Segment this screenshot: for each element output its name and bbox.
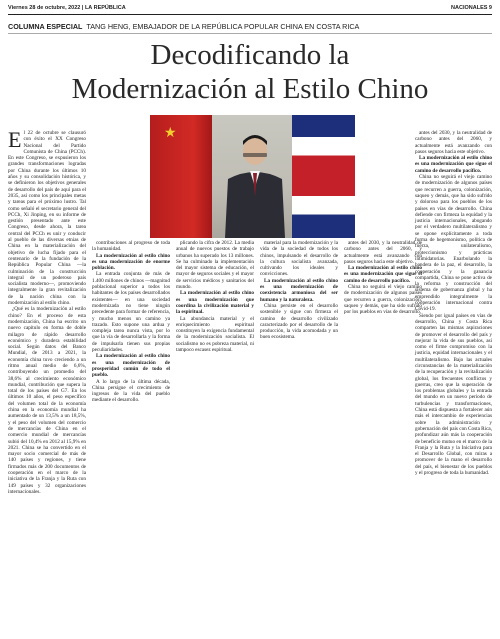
section-label: NACIONALES 9 xyxy=(451,5,492,11)
article-column-2: contribuciones al progreso de toda la humanidad. La modernización al estilo chino es una modernización de enorme población. La entrada conjunta de más de 1.400 millones de chinos —magnitud poblacional superior a todos los habitantes de los países desarrollados existentes— en una sociedad modernizada no tiene ningún precedente para formar de referencia, y mucho menos un camino ya trazado. Esto supone una ardua y compleja tarea nunca vista, por lo que la vía de desarrollarla y la forma de impulsarla tienen sus propias peculiaridades. La modernización al estilo chino es una modernización de prosperidad común de todo el pueblo. A lo largo de la última década, China persigue el crecimiento de ingresos de la vida del pueblo mediante el desarrollo. xyxy=(92,240,170,404)
article-column-1: El 22 de octubre se clausuró con éxito el XX Congreso Nacional del Partido Comunista de China (PCCh). En este Congreso, se expusieron los grandes transformaciones logradas por China durante los últimos 10 años y su consolidación histórica, y se definieron los objetivos generales de desarrollo del país de aquí para el 2035, así como los principales metas y tareas para el próximo lustro. Tal como señaló el secretario general del PCCh, Xi Jinping, en su informe de gestión presentado ante este Congreso, desde ahora, la tarea central del PCCh es unir y conducir al pueblo de las diversas etnias de China en la materialización del objetivo de lucha fijado para el centenario de la fundación de la República Popular China —la culminación de la construcción integral de un poderoso país socialista moderno—, promoviendo integralmente la gran revitalización de la nación china con la modernización al estilo chino. ¿Qué es la modernización al estilo chino? En el proceso de esta modernización, China ha escrito un nuevo capítulo en forma de doble milagro de rápido desarrollo económico y duradera estabilidad social. Según datos del Banco Mundial, de 2013 a 2021, la economía china tuvo creciendo a un ritmo anual medio de 6,6%, contribuyendo un promedio del 38,6% al crecimiento económico mundial, contribución que supera la total de los países del G7. En los últimos 10 años, el peso específico del volumen total de la economía china en la economía mundial ha aumentado de un 13,5% a un 18,5%, y el peso del volumen del comercio de mercancías de China en el comercio mundial de mercancías subió del 10,4% en 2012 al 15,9% en 2021. China se ha convertido en el mayor socio comercial de más de 140 países y regiones, y tiene firmados más de 200 documentos de cooperación en el marco de la iniciativa de la Franja y la Ruta con 149 países y 32 organizaciones internacionales. xyxy=(8,127,86,495)
article-column-5: antes del 2030, y la neutralidad de carbono antes del 2060, y actualmente está avanzando con pasos seguros hacia este objetivo. La modernización al estilo chino es una modernización que sigue el camino de desarrollo pacífico. China no seguirá el viejo camino de modernización de algunos países que recurren a guerra, colonización, saqueo y demás, que ha sido sufrido por los pueblos en vías de desarrollo. xyxy=(344,240,422,316)
article-column-3: plicando la cifra de 2012. La media anual de nuevos puestos de trabajo urbanos ha superado los 13 millones. Se ha culminado la implementación del mayor sistema de educación, el mayor de seguros sociales y el mayor de servicios médicos y sanitarios del mundo. La modernización al estilo chino es una modernización que coordina la civilización material y la espiritual. La abundancia material y el enriquecimiento espiritual constituyen la exigencia fundamental de la modernización socialista. El socialismo no es pobreza material, ni tampoco escasez espiritual. xyxy=(176,240,254,354)
costa-rica-flag xyxy=(292,115,355,238)
article-column-6: antes del 2030, y la neutralidad de carbono antes del 2060, y actualmente está avanzando con pasos seguros hacia este objetivo. La modernización al estilo chino es una modernización que sigue el camino de desarrollo pacífico. China no seguirá el viejo camino de modernización de algunos países que recurren a guerra, colonización, saqueo y demás, que ha sido sufrido y doloroso para los pueblos de los países en vías de desarrollo. China defiende con firmeza la equidad y la justicia internacionales, abogando por el verdadero multilateralismo y se opone explícitamente a toda forma de hegemonismo, política de fuerza, unilateralismo, proteccionismo y prácticas intimidatorias. Enarbolando la bandera de la paz, el desarrollo, la cooperación y la ganancia compartida, China se pone activa de la reforma y construcción del sistema de gobernanza global y ha emprendido integralmente la cooperación internacional contra Covid-19. Siendo por igual países en vías de desarrollo, China y Costa Rica comparten las mismas aspiraciones de promover el desarrollo del país y mejorar la vida de sus pueblos, así como el firme compromiso con la justicia, equidad internacionales y el multilateralismo. Bajo las actuales circunstancias de la materialización de la recuperación y la revitalización global, los frecuentes conflictos y guerras, creo que la superación de los problemas globales y la entrada del mundo en un nuevo período de turbulencias y transformaciones, China está dispuesta a fortalecer aún más el intercambio de experiencias sobre la administración y gobernación del país con Costa Rica, profundizar aún más la cooperación de beneficio mutuo en el marco de la Franja y la Ruta y la Iniciativa para el Desarrollo Global, con miras a promover de la mano el desarrollo del país, el bienestar de los pueblos y el progreso de toda la humanidad. xyxy=(415,130,492,477)
header-divider xyxy=(8,14,492,15)
kicker-author: TANG HENG, EMBAJADOR DE LA REPÚBLICA POPULAR CHINA EN COSTA RICA xyxy=(86,22,360,31)
kicker-divider xyxy=(8,33,492,34)
flag-star-icon: ★ xyxy=(164,126,177,141)
headline-line1: Decodificando la xyxy=(150,39,350,71)
column-kicker xyxy=(8,22,492,31)
article-column-4: material para la modernización y la vida de la sociedad de todos los chinos, impulsando el desarrollo de la cultura socialista avanzada, cultivando los ideales y convicciones. La modernización al estilo chino es una modernización de coexistencia armoniosa del ser humano y la naturaleza. China persiste en el desarrollo sostenible y sigue con firmeza el camino de desarrollo civilizado caracterizado por el desarrollo de la producción, la vida acomodada y un buen ecosistema. xyxy=(260,240,338,341)
headline-line2: Modernización al Estilo Chino xyxy=(71,73,429,105)
page-header xyxy=(8,3,492,13)
kicker-label: COLUMNA ESPECIAL xyxy=(8,22,83,31)
date-line: Viernes 28 de octubre, 2022 | LA REPÚBLICA xyxy=(8,5,126,11)
ambassador-figure xyxy=(220,127,290,238)
headline xyxy=(8,38,492,106)
ambassador-photo xyxy=(150,115,355,238)
drop-cap: E xyxy=(8,127,22,152)
china-flag xyxy=(150,115,212,238)
